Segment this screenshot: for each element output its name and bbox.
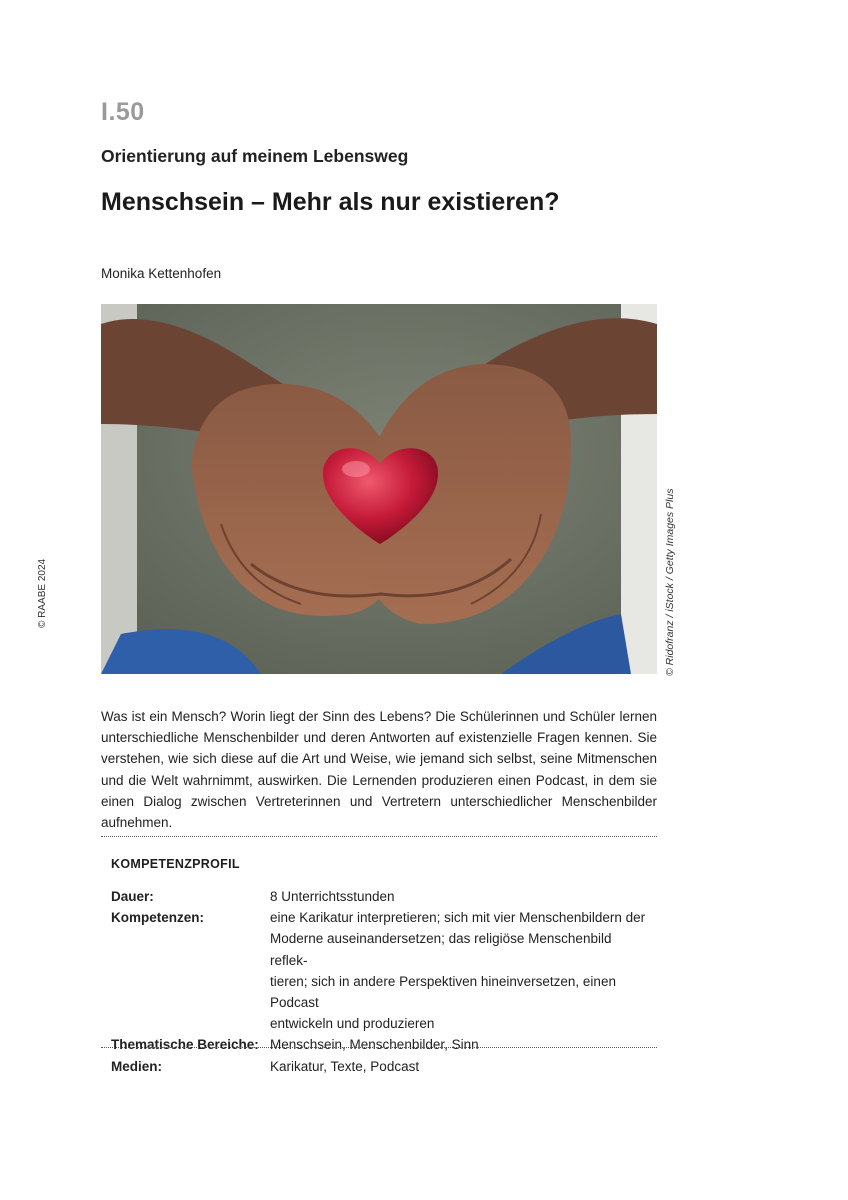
page-title: Menschsein – Mehr als nur existieren? [101, 188, 560, 216]
competence-profile [111, 886, 651, 1077]
profile-row-dauer [111, 886, 651, 907]
profile-value-line: 8 Unterrichtsstunden [270, 889, 395, 904]
profile-value-line: eine Karikatur interpretieren; sich mit vier Menschenbildern der [270, 910, 646, 926]
profile-value [270, 907, 651, 1034]
profile-value-line: Karikatur, Texte, Podcast [270, 1058, 420, 1074]
profile-value [270, 1034, 651, 1055]
author-name: Monika Kettenhofen [101, 266, 222, 281]
profile-label: Thematische Bereiche: [111, 1037, 259, 1053]
profile-value-line: Moderne auseinandersetzen; das religiöse Menschenbild reflek- [270, 931, 612, 968]
profile-value-line: tieren; sich in andere Perspektiven hineinversetzen, einen Podcast [270, 973, 616, 1011]
profile-row-kompetenzen [111, 907, 651, 1034]
hands-holding-heart-photo [101, 304, 657, 674]
divider [101, 1047, 657, 1048]
divider [101, 836, 657, 837]
photo-credit: © Ridofranz / iStock / Getty Images Plus [664, 488, 676, 676]
unit-number: I.50 [101, 98, 145, 126]
profile-value [270, 886, 651, 907]
intro-text: Was ist ein Mensch? Worin liegt der Sinn des Lebens? Die Schülerinnen und Schüler lernen unterschiedliche Menschenbilder und deren Antworten auf existenzielle Fragen kennen. Sie verstehen, wie sich diese auf die Art und Weise, wie jemand sich selbst, seine Mitmenschen und die Welt wahrnimmt, auswirken. Die Lernenden produzieren einen Podcast, in dem sie einen Dialog zwischen Vertreterinnen und Vertretern unterschiedlicher Menschenbilder aufnehmen. [101, 709, 657, 831]
profile-value-line: entwickeln und produzieren [270, 1016, 435, 1032]
intro-paragraph [101, 706, 657, 833]
profile-row-thematische-bereiche [111, 1034, 651, 1055]
profile-label: Kompetenzen: [111, 910, 205, 926]
copyright-notice: © RAABE 2024 [37, 558, 48, 628]
profile-heading: KOMPETENZPROFIL [111, 857, 240, 871]
profile-label: Medien: [111, 1058, 163, 1074]
series-title: Orientierung auf meinem Lebensweg [101, 146, 409, 166]
profile-value-line: Menschsein, Menschenbilder, Sinn [270, 1037, 479, 1053]
profile-row-medien [111, 1056, 651, 1077]
profile-value [270, 1056, 651, 1077]
profile-label: Dauer: [111, 889, 154, 904]
